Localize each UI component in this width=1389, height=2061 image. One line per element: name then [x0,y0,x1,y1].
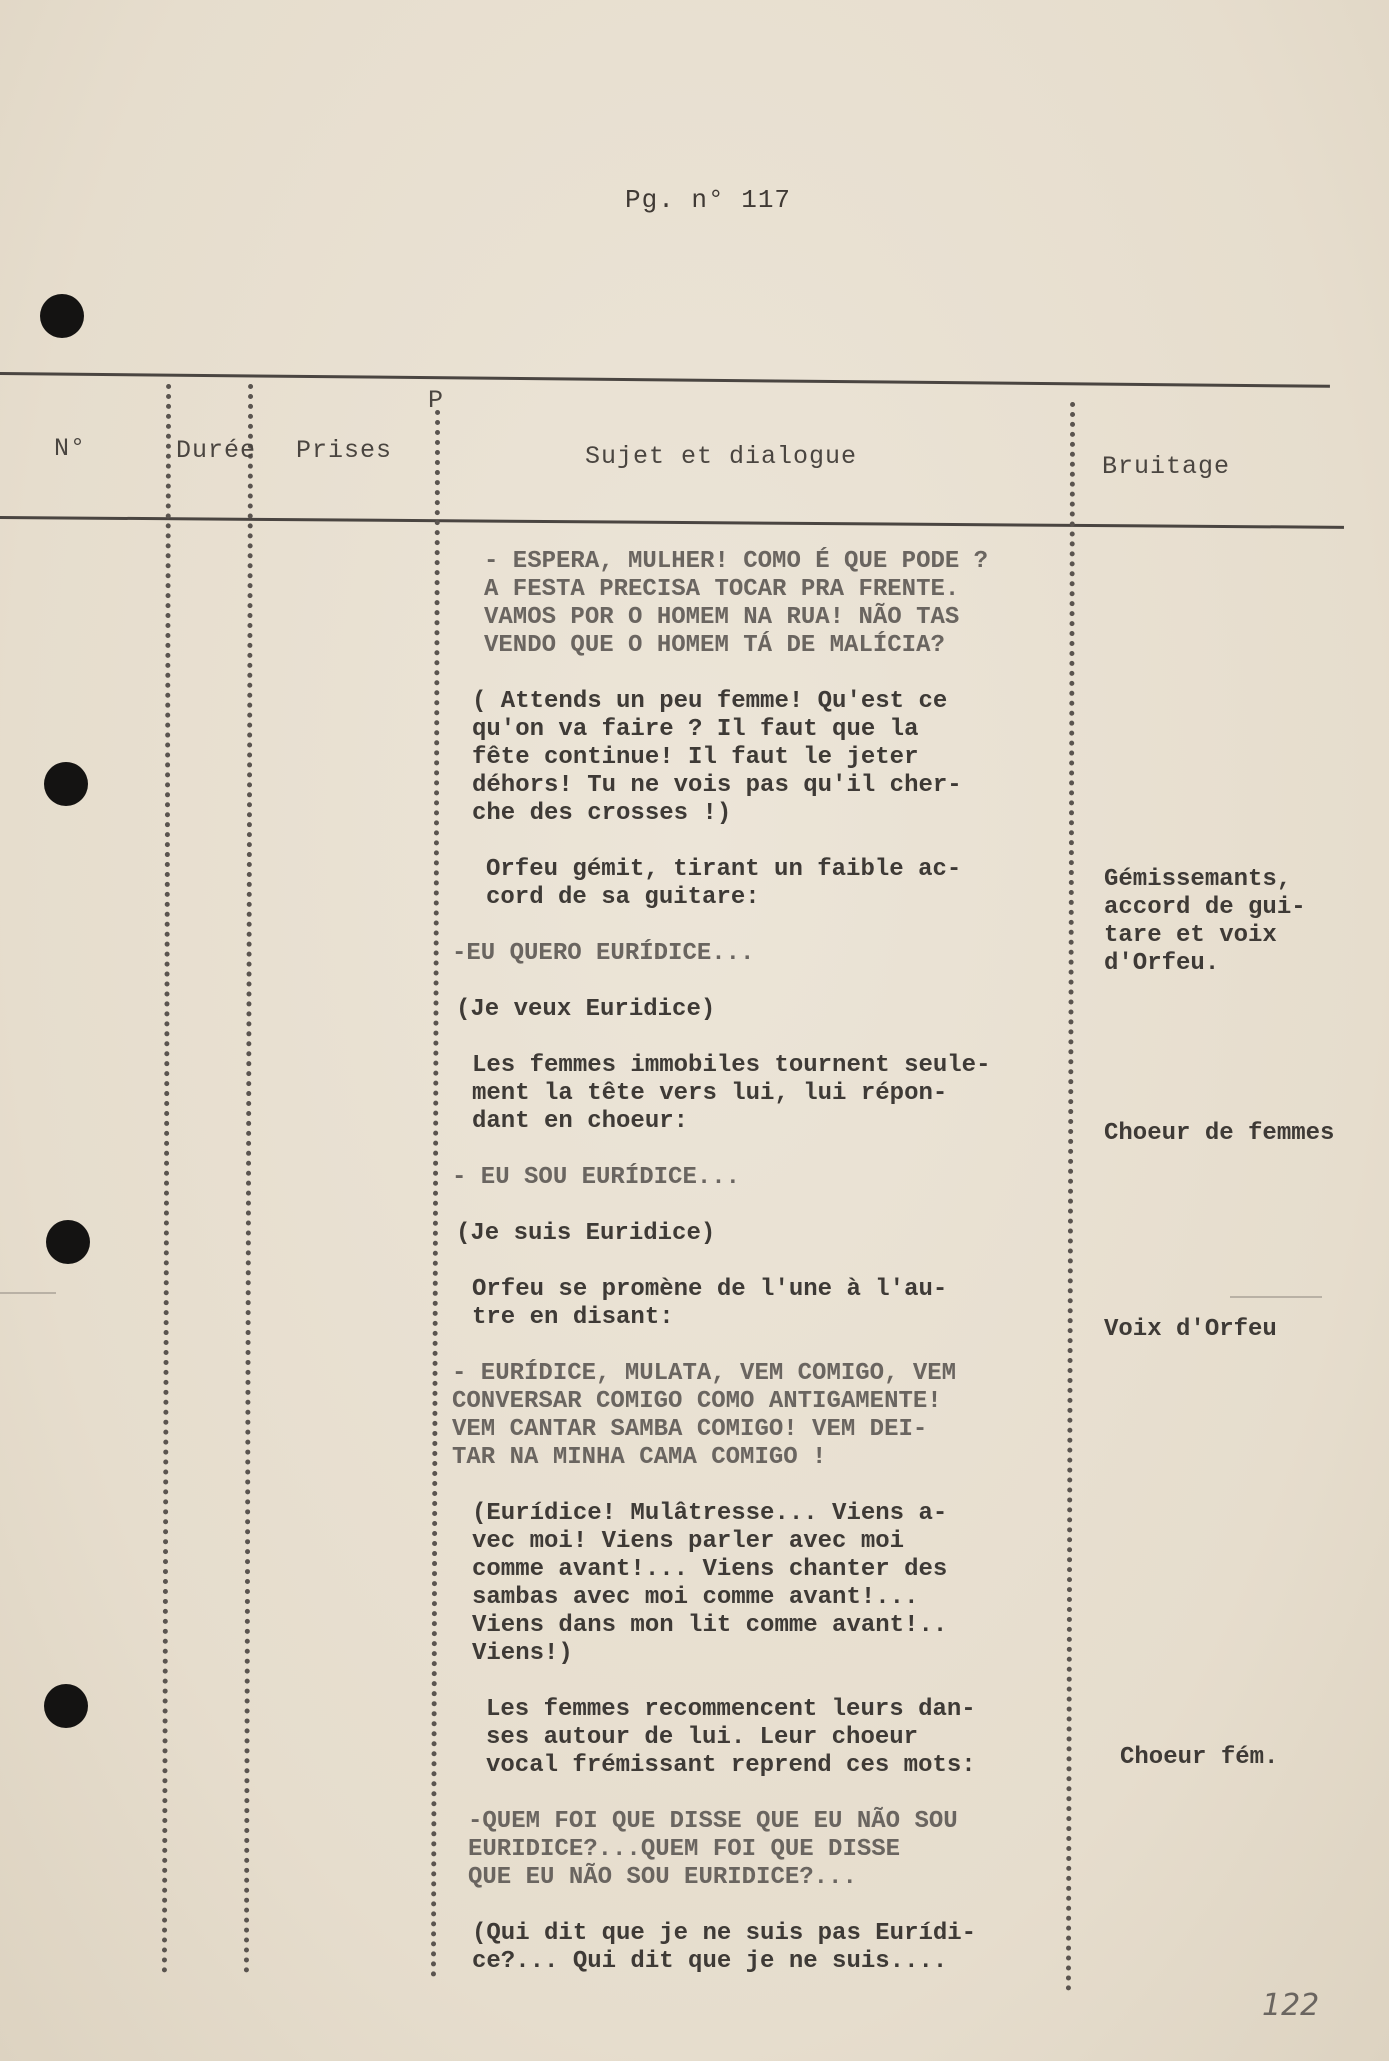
column-header-p: P [428,386,445,415]
bruitage-note: Choeur fém. [1120,1744,1279,1771]
dialogue-block: -QUEM FOI QUE DISSE QUE EU NÃO SOU EURIDICE?...QUEM FOI QUE DISSE QUE EU NÃO SOU EURIDICE?... [468,1808,958,1891]
dialogue-block: Orfeu se promène de l'une à l'au- tre en disant: [472,1276,948,1331]
dialogue-block: ( Attends un peu femme! Qu'est ce qu'on va faire ? Il faut que la fête continue! Il faut le jeter déhors! Tu ne vois pas qu'il cher- che des crosses !) [472,688,962,827]
dialogue-block: (Eurídice! Mulâtresse... Viens a- vec moi! Viens parler avec moi comme avant!... Viens chanter des sambas avec moi comme avant!... Viens dans mon lit comme avant!.. Viens!) [472,1500,948,1667]
paper-mark [0,1292,56,1294]
bruitage-note: Voix d'Orfeu [1104,1316,1277,1343]
dialogue-block: Orfeu gémit, tirant un faible ac- cord de sa guitare: [486,856,962,911]
punch-hole-icon [40,294,84,338]
dialogue-block: Les femmes recommencent leurs dan- ses autour de lui. Leur choeur vocal frémissant reprend ces mots: [486,1696,976,1779]
dialogue-block: -EU QUERO EURÍDICE... [452,940,755,967]
column-divider-prises [431,410,440,1978]
dialogue-block: - EURÍDICE, MULATA, VEM COMIGO, VEM CONVERSAR COMIGO COMO ANTIGAMENTE! VEM CANTAR SAMBA COMIGO! VEM DEI- TAR NA MINHA CAMA COMIGO ! [452,1360,957,1471]
dialogue-block: (Qui dit que je ne suis pas Eurídi- ce?... Qui dit que je ne suis.... [472,1920,977,1975]
column-header-bruitage: Bruitage [1102,452,1231,481]
dialogue-block: Les femmes immobiles tournent seule- ment la tête vers lui, lui répon- dant en choeur: [472,1052,991,1135]
column-header-prises: Prises [296,436,393,465]
page-number: Pg. n° 117 [625,185,792,215]
header-bottom-rule [0,516,1344,529]
punch-hole-icon [44,762,88,806]
dialogue-block: (Je veux Euridice) [456,996,716,1023]
bruitage-note: Gémissemants, accord de gui- tare et voix d'Orfeu. [1104,866,1306,977]
header-top-rule [0,372,1330,388]
dialogue-block: - EU SOU EURÍDICE... [452,1164,741,1191]
bruitage-note: Choeur de femmes [1104,1120,1335,1147]
paper-mark [1230,1296,1322,1298]
column-header-sujet: Sujet et dialogue [585,442,858,471]
dialogue-block: - ESPERA, MULHER! COMO É QUE PODE ? A FESTA PRECISA TOCAR PRA FRENTE. VAMOS POR O HOMEM NA RUA! NÃO TAS VENDO QUE O HOMEM TÁ DE MALÍCIA? [484,548,989,659]
sheet-number: 122 [1262,1988,1320,2023]
dialogue-block: (Je suis Euridice) [456,1220,716,1247]
column-header-duree: Durée [176,436,257,465]
dialogue-column [450,548,1080,2004]
punch-hole-icon [44,1684,88,1728]
column-divider-duree [244,384,253,1974]
punch-hole-icon [46,1220,90,1264]
column-header-no: N° [54,434,87,463]
column-divider-no [162,384,171,1974]
